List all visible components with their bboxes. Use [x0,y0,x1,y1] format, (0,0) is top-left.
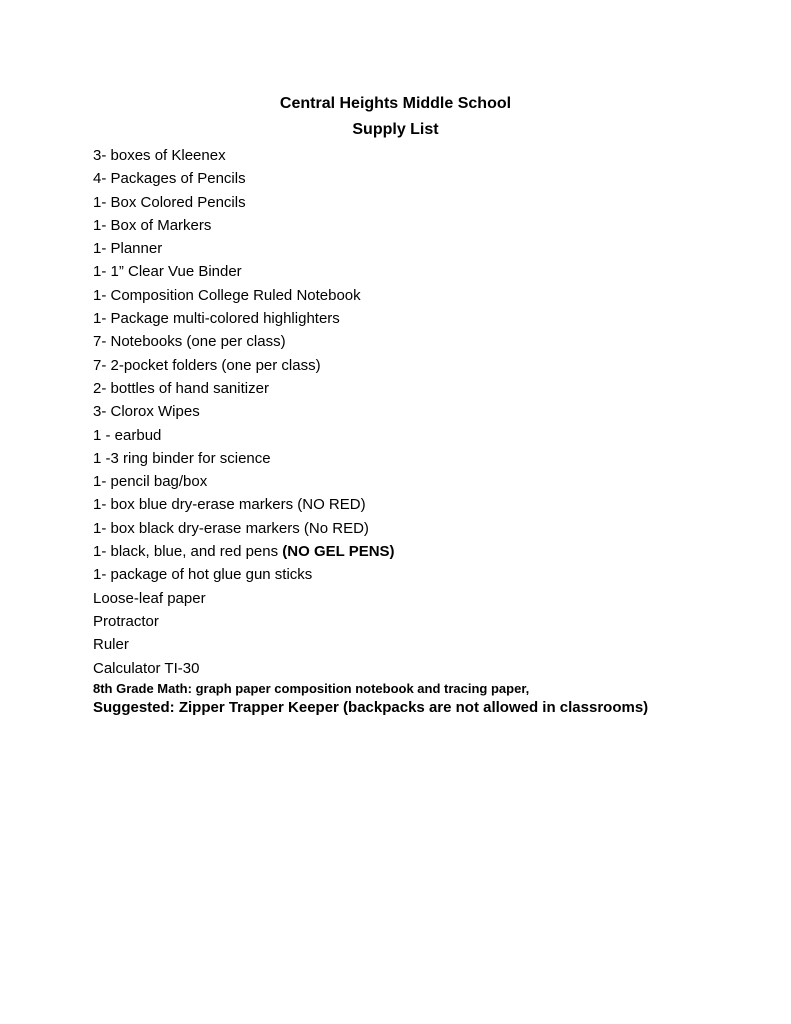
list-item [93,587,395,610]
list-item [93,447,395,470]
list-item-text: 1 - earbud [93,426,162,444]
list-item-text: Ruler [93,636,129,654]
list-item-text: 1- Box of Markers [93,216,212,234]
list-item [93,470,395,493]
list-item [93,633,395,656]
list-item-text: 1- black, blue, and red pens [93,543,283,561]
list-item [93,330,395,353]
list-item [93,307,395,330]
list-item-text: 1- Package multi-colored highlighters [93,310,340,328]
list-item-text: 3- Clorox Wipes [93,403,200,421]
list-item-text: 1- Composition College Ruled Notebook [93,286,361,304]
list-item [93,493,395,516]
list-item [93,167,395,190]
list-item-text: Calculator TI-30 [93,659,200,677]
supply-list-heading: Supply List [352,121,439,138]
list-item-emphasis: (NO GEL PENS) [282,543,395,561]
math-note: 8th Grade Math: graph paper composition notebook and tracing paper, [93,681,530,696]
list-item-text: Loose-leaf paper [93,589,206,607]
list-item-text: 1 -3 ring binder for science [93,449,271,467]
list-item [93,144,395,167]
list-item-text: 3- boxes of Kleenex [93,147,226,164]
list-item-text: 1- box black dry-erase markers (No RED) [93,519,369,537]
list-item [93,517,395,540]
list-item-text: 1- 1” Clear Vue Binder [93,263,242,281]
list-item [93,657,395,680]
school-name-title: Central Heights Middle School [279,95,512,112]
list-item-text: 7- 2-pocket folders (one per class) [93,356,321,374]
list-item-text: 2- bottles of hand sanitizer [93,379,269,397]
list-item [93,610,395,633]
list-item-text: 1- Planner [93,240,163,258]
list-item-text: 1- package of hot glue gun sticks [93,566,313,584]
list-item [93,237,395,260]
list-item [93,260,395,283]
supply-items-list [93,144,395,680]
list-item [93,540,395,563]
list-item-text: Protractor [93,612,159,630]
list-item-text: 1- Box Colored Pencils [93,193,246,211]
list-item [93,400,395,423]
list-item [93,284,395,307]
list-item [93,424,395,447]
list-item [93,563,395,586]
list-item [93,354,395,377]
list-item-text: 1- box blue dry-erase markers (NO RED) [93,496,366,514]
list-item-text: 7- Notebooks (one per class) [93,333,286,351]
list-item [93,377,395,400]
list-item-text: 4- Packages of Pencils [93,170,246,188]
suggested-note: Suggested: Zipper Trapper Keeper (backpacks are not allowed in classrooms) [93,699,649,716]
list-item [93,191,395,214]
list-item [93,214,395,237]
list-item-text: 1- pencil bag/box [93,473,208,491]
